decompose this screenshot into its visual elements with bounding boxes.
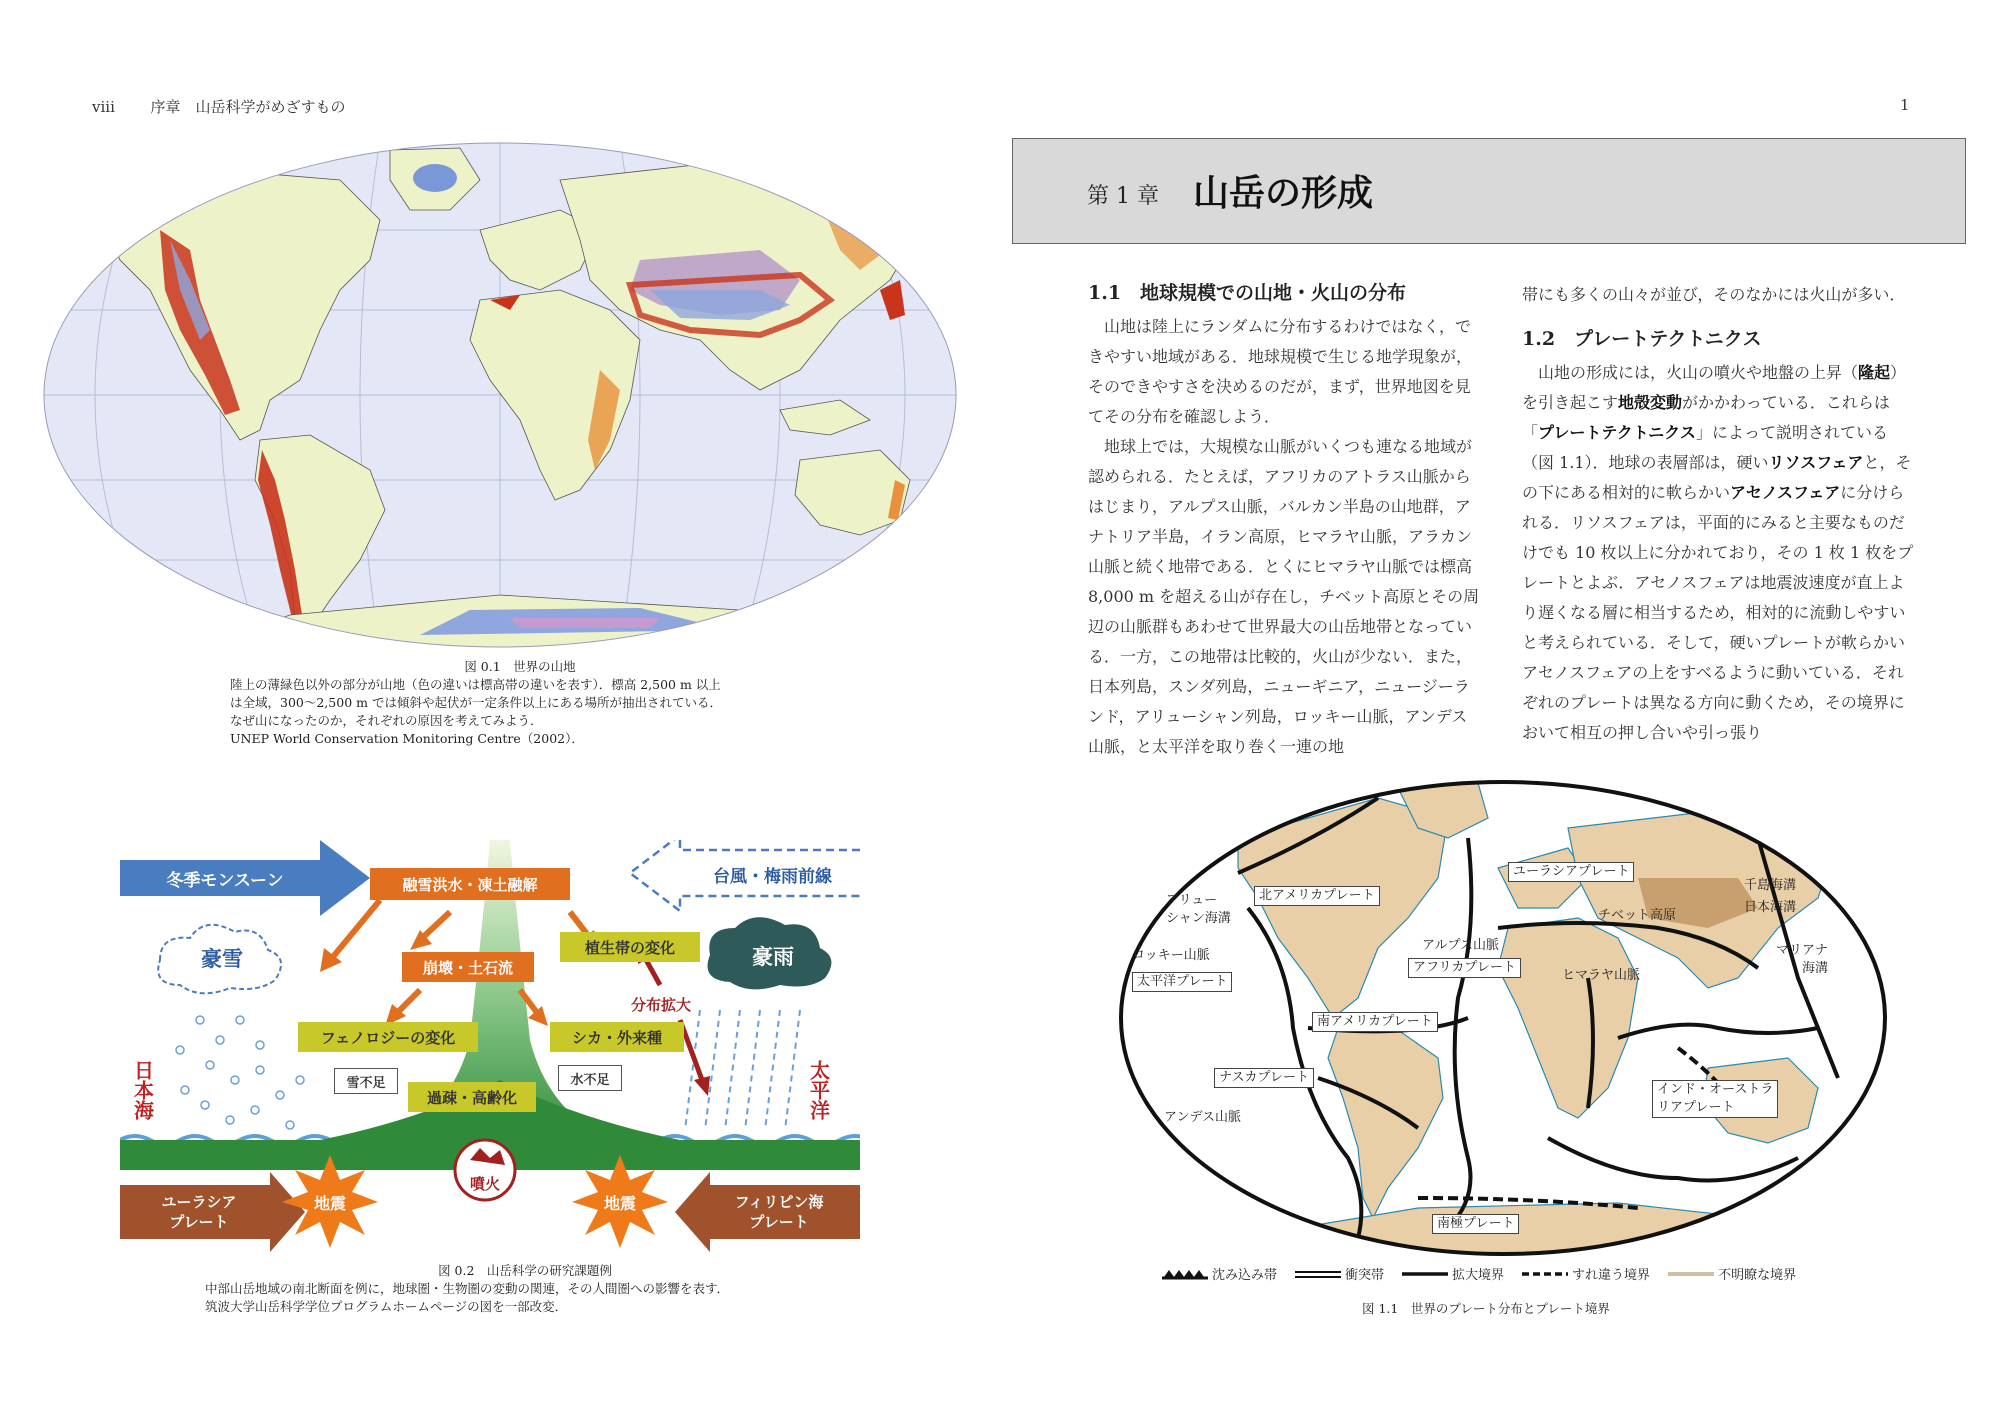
mountain-science-diagram: [120, 840, 860, 1260]
pacific-plate-label: 太平洋プレート: [1132, 972, 1232, 992]
heavy-rain-label: 豪雨: [752, 945, 794, 969]
deer-box: シカ・外来種: [550, 1022, 684, 1052]
rocky-mountains-label: ロッキー山脈: [1132, 948, 1210, 963]
south-america-plate-label: 南アメリカプレート: [1312, 1012, 1438, 1032]
para-part: と，その下にある相対的に軟らかい: [1522, 453, 1912, 502]
fig01-title: 図 0.1 世界の山地: [464, 659, 576, 674]
left-header-title: 序章 山岳科学がめざすもの: [150, 98, 346, 116]
eurasia-plate-label: ユーラシアプレート: [1508, 862, 1634, 882]
fig02-caption: [205, 1262, 845, 1316]
alps-label: アルプス山脈: [1422, 938, 1499, 953]
legend-label: 不明瞭な境界: [1718, 1268, 1797, 1283]
section-1-1-paragraph-2: 地球上では，大規模な山脈がいくつも連なる地域が認められる．たとえば，アフリカのアトラス山脈からはじまり，アルプス山脈，バルカン半島の山地群，アナトリア半島，イラン高原，ヒマラヤ山脈，アラカン山脈と続く地帯である．とくにヒマラヤ山脈では標高 8,000 m を超える山が存在し，チベット高原とその周辺の山脈群もあわせて世界最大の山岳地帯となっている．一方，この地帯は比較的，火山が少ない．また，日本列島，スンダ列島，ニューギニア，ニュージーランド，アリューシャン列島，ロッキー山脈，アンデス山脈，と太平洋を取り巻く一連の地: [1088, 437, 1480, 756]
subduction-symbol-icon: [1162, 1268, 1208, 1280]
section-1-1-continuation: 帯にも多くの山々が並び，そのなかには火山が多い．: [1522, 285, 1906, 304]
fig01-caption: [230, 658, 810, 748]
legend-unclear: [1668, 1264, 1796, 1283]
unclear-symbol-icon: [1668, 1268, 1714, 1280]
fig01-line: なぜ山になったのか，それぞれの原因を考えてみよう．: [230, 713, 543, 728]
heavy-snow-label: 豪雪: [201, 947, 243, 971]
fig11-caption: 図 1.1 世界のプレート分布とプレート境界: [1362, 1301, 1610, 1316]
phenology-box: フェノロジーの変化: [298, 1022, 478, 1052]
term-uplift: 隆起: [1858, 363, 1891, 382]
tibet-plateau-label: チベット高原: [1598, 908, 1677, 923]
legend-label: すれ違う境界: [1572, 1268, 1651, 1283]
mariana-trench-label: マリアナ 海溝: [1776, 943, 1829, 976]
spreading-symbol-icon: [1402, 1268, 1448, 1280]
snow-short-box: 雪不足: [334, 1068, 398, 1094]
indo-australia-plate-label: インド・オーストラ リアプレート: [1652, 1080, 1778, 1118]
africa-plate-label: アフリカプレート: [1408, 958, 1521, 978]
left-page-number: viii: [92, 98, 115, 116]
para-part: に分けられる．リソスフェアは，平面的にみると主要なものだけでも 10 枚以上に分かれており，その 1 枚 1 枚をプレートとよぶ．アセノスフェアは地震波速度が直上より遅くなる層に相当するため，相対的に流動しやすいと考えられている．そして，硬いプレートが軟らかいアセノスフェアの上をすべるように動いている．それぞれのプレートは異なる方向に動くため，その境界において相互の押し合いや引っ張り: [1522, 483, 1914, 742]
depop-box: 過疎・高齢化: [408, 1082, 536, 1112]
philippine-plate-label: フィリピン海 プレート: [734, 1193, 824, 1231]
term-plate-tectonics: プレートテクトニクス: [1538, 423, 1696, 442]
left-running-head: [92, 96, 345, 117]
eurasia-plate-label: ユーラシア プレート: [161, 1193, 237, 1231]
himalaya-label: ヒマラヤ山脈: [1562, 968, 1641, 983]
vegetation-box: 植生帯の変化: [560, 932, 700, 962]
japan-trench-label: 日本海溝: [1744, 900, 1797, 915]
text-column-2: [1522, 280, 1914, 748]
text-column-1: [1088, 276, 1480, 762]
legend-label: 拡大境界: [1452, 1268, 1505, 1283]
term-asthenosphere: アセノスフェア: [1730, 483, 1841, 502]
quake-label-1: 地震: [313, 1193, 346, 1213]
north-america-plate-label: 北アメリカプレート: [1254, 886, 1380, 906]
monsoon-label: 冬季モンスーン: [166, 870, 284, 891]
kuril-trench-label: 千島海溝: [1744, 878, 1797, 893]
nazca-plate-label: ナスカプレート: [1214, 1068, 1314, 1088]
quake-label-2: 地震: [603, 1193, 636, 1213]
japan-sea-label: 日本海: [130, 1060, 155, 1120]
fig01-line: 陸上の薄緑色以外の部分が山地（色の違いは標高帯の違いを表す）．標高 2,500 m 以上: [230, 677, 721, 692]
andes-label: アンデス山脈: [1164, 1110, 1241, 1125]
typhoon-label: 台風・梅雨前線: [713, 866, 832, 887]
fig02-title: 図 0.2 山岳科学の研究課題例: [438, 1263, 612, 1278]
fig01-line: UNEP World Conservation Monitoring Centre（2002）．: [230, 731, 584, 746]
para-part: がかかわっている．これらは「: [1522, 393, 1890, 442]
plate-legend: [1162, 1264, 1796, 1283]
chapter-label: 第 1 章: [1087, 184, 1159, 209]
legend-transform: [1522, 1264, 1650, 1283]
legend-subduction: [1162, 1264, 1277, 1283]
aleutian-trench-label: アリュー シャン海溝: [1166, 893, 1231, 926]
legend-label: 衝突帯: [1345, 1268, 1385, 1283]
section-1-2-paragraph-1: [1522, 358, 1914, 748]
transform-symbol-icon: [1522, 1268, 1568, 1280]
chapter-title: 山岳の形成: [1193, 172, 1374, 214]
water-short-box: 水不足: [558, 1065, 622, 1091]
landslide-box: 崩壊・土石流: [402, 952, 534, 982]
snowmelt-box: 融雪洪水・凍土融解: [370, 868, 570, 900]
fig01-line: は全域，300～2,500 m では傾斜や起伏が一定条件以上にある場所が抽出されている．: [230, 695, 722, 710]
section-1-2-heading: 1.2 プレートテクトニクス: [1522, 328, 1762, 350]
spread-label: 分布拡大: [630, 995, 691, 1014]
world-mountain-map: [40, 140, 960, 650]
section-1-1-heading: 1.1 地球規模での山地・火山の分布: [1088, 282, 1407, 304]
para-part: 」によって説明されている（図 1.1）．地球の表層部は，硬い: [1522, 423, 1888, 472]
chapter-title-box: [1012, 138, 1966, 244]
fig02-line: 筑波大学山岳科学学位プログラムホームページの図を一部改変．: [205, 1299, 568, 1314]
eruption-label: 噴火: [469, 1174, 500, 1193]
fig02-line: 中部山岳地域の南北断面を例に，地球圏・生物圏の変動の関連，その人間圏への影響を表す．: [205, 1281, 730, 1296]
pacific-label: 太平洋: [806, 1060, 831, 1120]
collision-symbol-icon: [1295, 1268, 1341, 1280]
right-page-number: 1: [1900, 96, 1910, 114]
legend-label: 沈み込み帯: [1212, 1268, 1278, 1283]
term-lithosphere: リソスフェア: [1768, 453, 1864, 472]
term-crustal-movement: 地殻変動: [1618, 393, 1683, 412]
legend-spreading: [1402, 1264, 1504, 1283]
legend-collision: [1295, 1264, 1384, 1283]
plate-boundary-map: [1118, 778, 1888, 1258]
para-part: ）を引き起こす: [1522, 363, 1907, 412]
antarctic-plate-label: 南極プレート: [1432, 1214, 1519, 1234]
section-1-1-paragraph-1: 山地は陸上にランダムに分布するわけではなく，できやすい地域がある．地球規模で生じる地学現象が，そのできやすさを決めるのだが，まず，世界地図を見てその分布を確認しよう．: [1088, 317, 1473, 426]
para-part: 山地の形成には，火山の噴火や地盤の上昇（: [1538, 363, 1859, 382]
